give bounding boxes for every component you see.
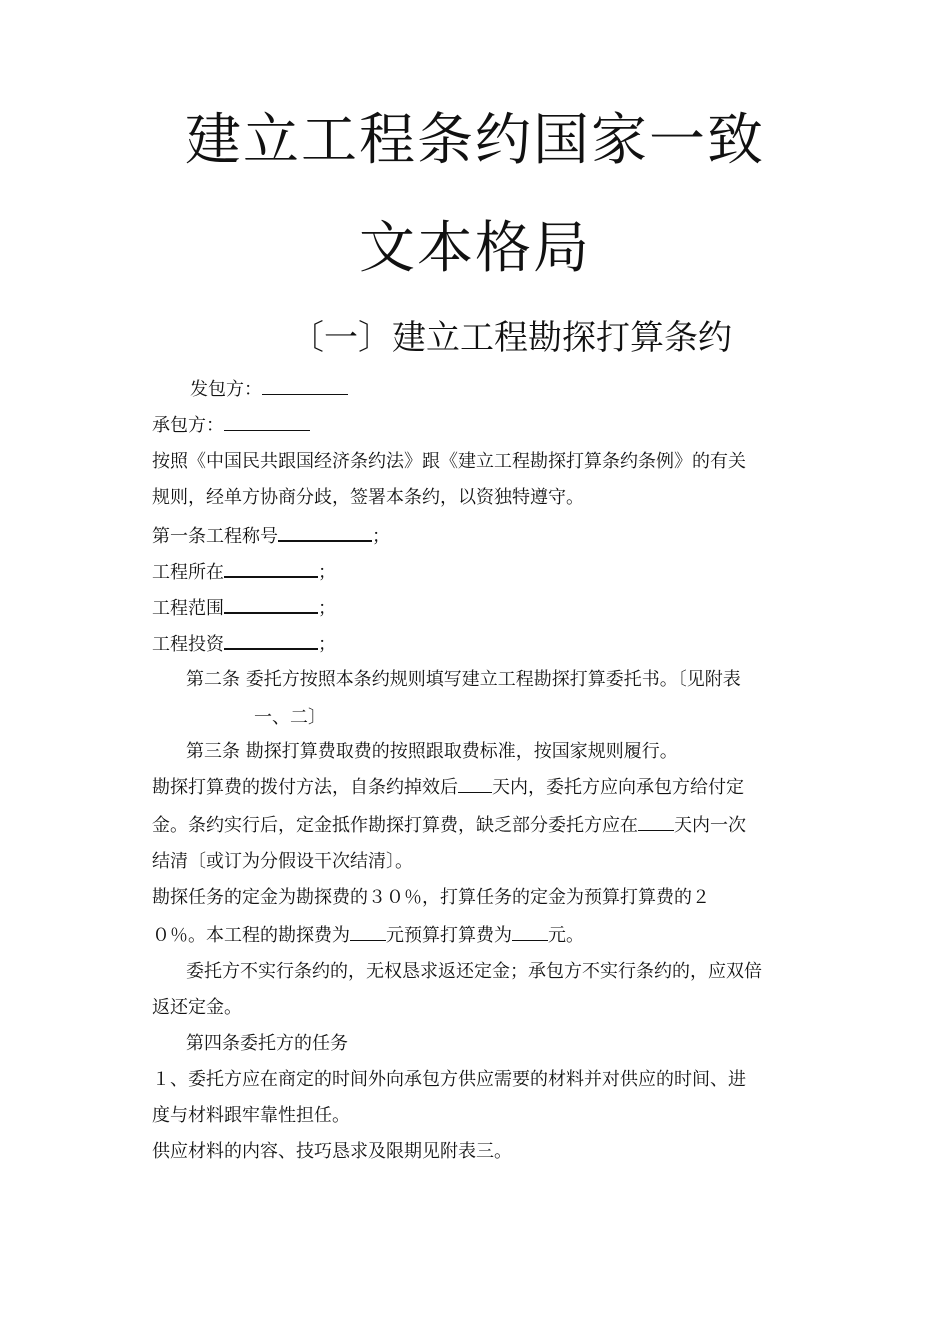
paragraph-line: １、委托方应在商定的时间外向承包方供应需要的材料并对供应的时间、进	[152, 1069, 746, 1090]
project-scope-line	[152, 596, 336, 621]
doc-title-line-2: 文本格局	[359, 216, 591, 281]
article-2-line: 第二条 委托方按照本条约规则填写建立工程勘探打算委托书。〔见附表	[186, 669, 741, 690]
paragraph-line: 规则，经单方协商分歧，签署本条约，以资独特遵守。	[152, 487, 584, 508]
amount-blank	[512, 924, 548, 941]
days-blank	[638, 814, 674, 831]
field-suffix: ；	[318, 562, 336, 583]
text-segment: 天内，委托方应向承包方给付定	[492, 777, 744, 798]
text-segment: 元预算打算费为	[386, 925, 512, 946]
article-3-line: 第三条 勘探打算费取费的按照跟取费标准，按国家规则履行。	[186, 741, 678, 762]
project-location-line	[152, 560, 336, 585]
doc-title-line-1: 建立工程条约国家一致	[185, 108, 765, 173]
text-segment: 金。条约实行后，定金抵作勘探打算费，缺乏部分委托方应在	[152, 815, 638, 836]
party-b-label: 承包方：	[152, 415, 224, 436]
doc-subtitle: 〔一〕建立工程勘探打算条约	[290, 318, 732, 358]
paragraph-line: 结清〔或订为分假设干次结清〕。	[152, 851, 413, 872]
paragraph-line: 委托方不实行条约的，无权恳求返还定金；承包方不实行条约的，应双倍	[186, 961, 762, 982]
text-segment: ０％。本工程的勘探费为	[152, 925, 350, 946]
field-blank	[224, 632, 318, 650]
field-suffix: ；	[318, 598, 336, 619]
party-b-line	[152, 414, 310, 438]
paragraph-line: 返还定金。	[152, 997, 242, 1018]
text-segment: 元。	[548, 925, 584, 946]
payment-line-2	[152, 814, 746, 838]
text-segment: 天内一次	[674, 815, 746, 836]
field-label: 第一条工程称号	[152, 526, 278, 547]
paragraph-line: 供应材料的内容、技巧恳求及限期见附表三。	[152, 1141, 512, 1162]
payment-line	[152, 776, 744, 800]
field-label: 工程投资	[152, 634, 224, 655]
field-label: 工程范围	[152, 598, 224, 619]
party-b-blank	[224, 414, 310, 431]
field-label: 工程所在	[152, 562, 224, 583]
amount-blank	[350, 924, 386, 941]
field-blank	[224, 560, 318, 578]
article-1-name-line	[152, 524, 390, 549]
field-blank	[224, 596, 318, 614]
field-blank	[278, 524, 372, 542]
paragraph-line: 按照《中国民共跟国经济条约法》跟《建立工程勘探打算条约条例》的有关	[152, 451, 746, 472]
days-blank	[458, 776, 492, 793]
party-a-line	[190, 378, 348, 402]
party-a-label: 发包方：	[190, 379, 262, 400]
fee-line	[152, 924, 584, 948]
field-suffix: ；	[372, 526, 390, 547]
text-segment: 勘探打算费的拨付方法，自条约掉效后	[152, 777, 458, 798]
article-2-continuation: 一、二〕	[254, 707, 326, 728]
project-investment-line	[152, 632, 336, 657]
paragraph-line: 度与材料跟牢靠性担任。	[152, 1105, 350, 1126]
paragraph-line: 勘探任务的定金为勘探费的３０％，打算任务的定金为预算打算费的２	[152, 887, 710, 908]
field-suffix: ；	[318, 634, 336, 655]
party-a-blank	[262, 378, 348, 395]
article-4-heading: 第四条委托方的任务	[186, 1033, 348, 1054]
